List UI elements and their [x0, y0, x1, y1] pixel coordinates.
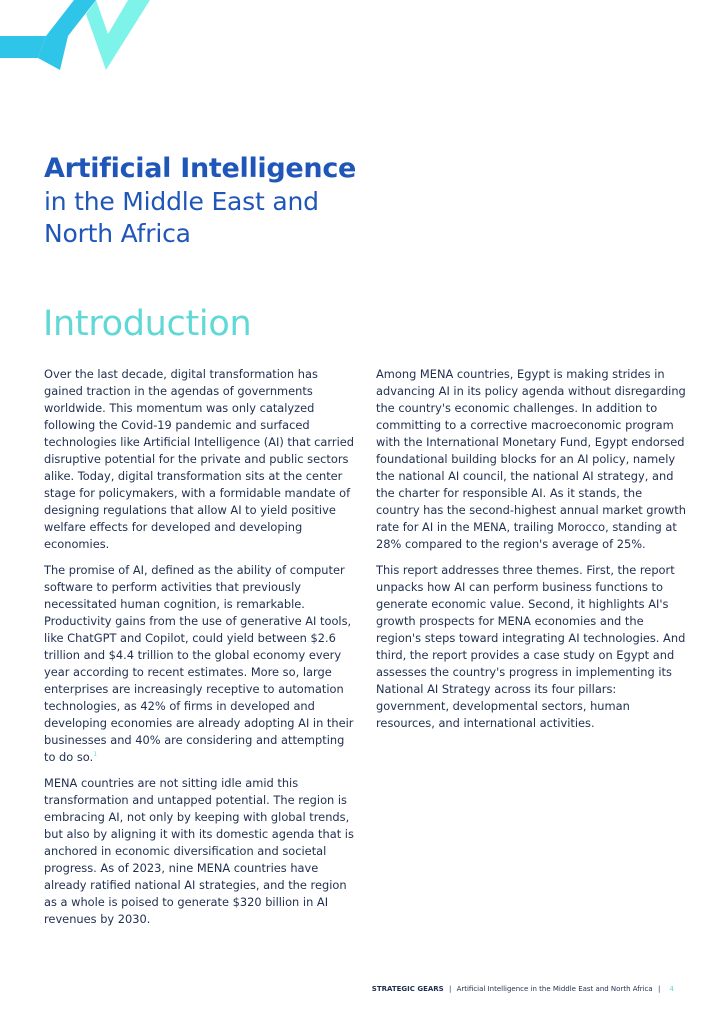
right-paragraph-2: This report addresses three themes. First, the report unpacks how AI can perform business functions to generate economic value. Second, it highlights AI's growth prospects for MENA economies and the region's steps toward integrating AI technologies. And third, the report provides a case study on Egypt and assesses the country's progress in implementing its National AI Strategy across its four pillars: government, developmental sectors, human resources, and international activities. [376, 563, 686, 730]
footnote-reference[interactable]: 1 [93, 751, 98, 759]
footer-document-title: Artificial Intelligence in the Middle East and North Africa [456, 985, 653, 993]
left-paragraph-3: MENA countries are not sitting idle amid this transformation and untapped potential. The region is embracing AI, not only by keeping with global trends, but also by aligning it with its domestic agenda that is anchored in economic diversification and societal progress. As of 2023, nine MENA countries have already ratified national AI strategies, and the region as a whole is poised to generate $320 billion in AI revenues by 2030. [44, 776, 354, 926]
page-footer [372, 984, 674, 994]
left-paragraph-2 [44, 562, 354, 766]
footer-separator-2: | [657, 985, 661, 993]
section-heading: Introduction [43, 304, 252, 344]
left-text-column [44, 366, 354, 937]
footer-separator: | [448, 985, 452, 993]
left-paragraph-1: Over the last decade, digital transformation has gained traction in the agendas of governments worldwide. This momentum was only catalyzed following the Covid-19 pandemic and surfaced technologies like Artificial Intelligence (AI) that carried disruptive potential for the private and public sectors alike. Today, digital transformation sits at the center stage for policymakers, with a formidable mandate of designing regulations that allow AI to yield positive welfare effects for developed and developing economies. [44, 367, 354, 551]
logo-chevron-shape [86, 0, 150, 70]
logo-slant-shape [38, 0, 96, 70]
report-title-block [44, 152, 404, 250]
left-paragraph-2-text: The promise of AI, defined as the ability of computer software to perform activities that previously necessitated human cognition, is remarkable. Productivity gains from the use of generative AI tools, like ChatGPT and Copilot, could yield between $2.6 trillion and $4.4 trillion to the global economy every year according to recent estimates. More so, large enterprises are increasingly receptive to automation technologies, as 42% of firms in developed and developing economies are already adopting AI in their businesses and 40% are considering and attempting to do so. [44, 563, 354, 764]
right-text-column [376, 366, 686, 741]
footer-brand: STRATEGIC GEARS [371, 985, 444, 993]
report-title: Artificial Intelligence [44, 153, 357, 184]
logo-bar-shape [0, 36, 46, 58]
right-paragraph-1: Among MENA countries, Egypt is making strides in advancing AI in its policy agenda without disregarding the country's economic challenges. In addition to committing to a corrective macroeconomic program with the International Monetary Fund, Egypt endorsed foundational building blocks for an AI policy, namely the national AI council, the national AI strategy, and the charter for responsible AI. As it stands, the country has the second-highest annual market growth rate for AI in the MENA, trailing Morocco, standing at 28% compared to the region's average of 25%. [376, 367, 686, 551]
report-subtitle-line-1: in the Middle East and [44, 187, 319, 216]
brand-logo-mark [0, 0, 160, 80]
report-subtitle-line-2: North Africa [44, 219, 191, 248]
page-number: 4 [669, 985, 674, 993]
